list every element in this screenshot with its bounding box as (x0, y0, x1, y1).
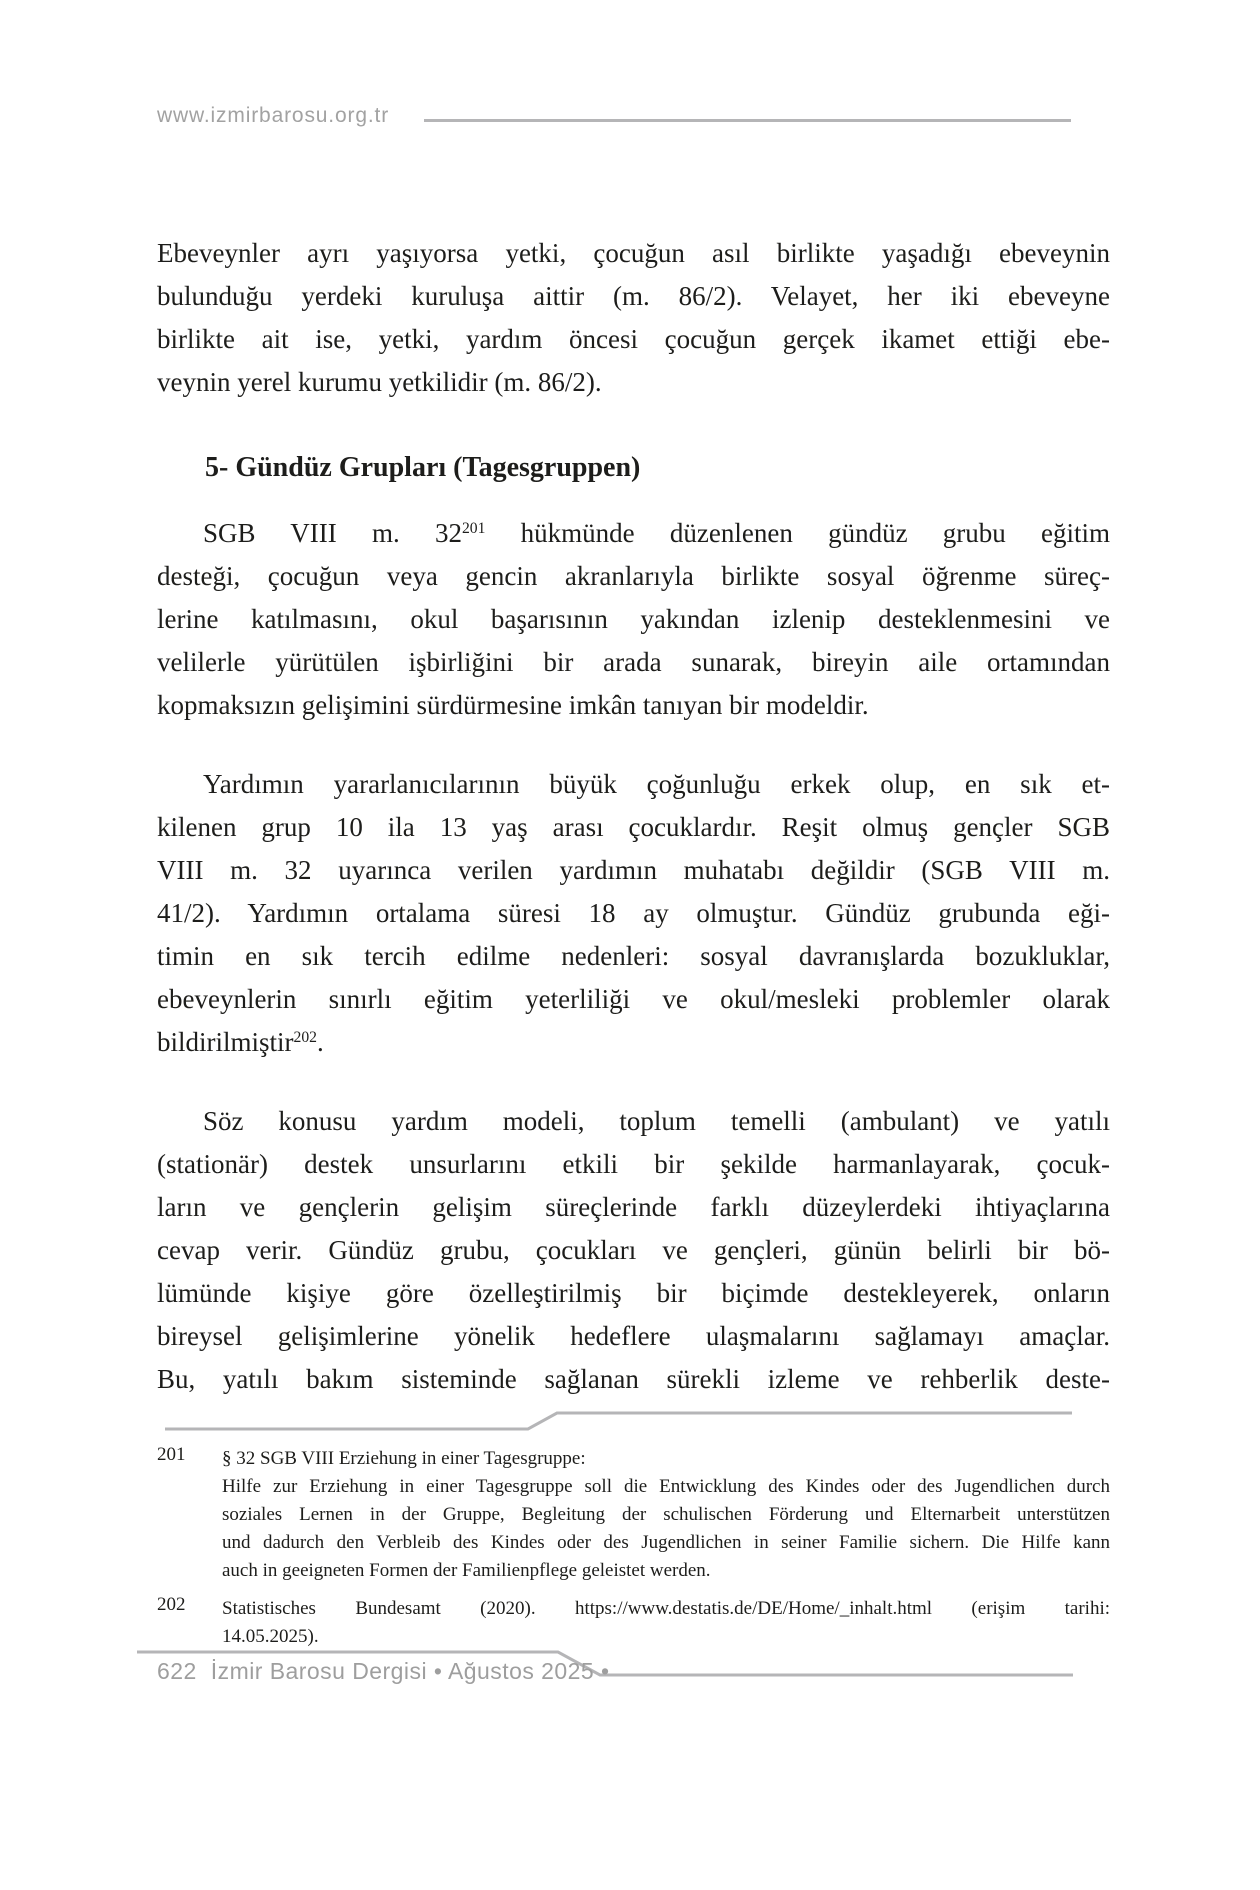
body-line: velilerle yürütülen işbirliğini bir arada sunarak, bireyin aile ortamından (157, 647, 1110, 677)
body-line: veynin yerel kurumu yetkilidir (m. 86/2). (157, 367, 602, 397)
body-line: ların ve gençlerin gelişim süreçlerinde farklı düzeylerdeki ihtiyaçlarına (157, 1192, 1110, 1222)
page-number: 622 (157, 1658, 197, 1684)
footnote-text (222, 1595, 1110, 1651)
footnote-number: 202 (157, 1594, 186, 1615)
footnote-line: auch in geeigneten Formen der Familienpflege geleistet werden. (222, 1560, 711, 1581)
body-line: cevap verir. Gündüz grubu, çocukları ve gençleri, günün belirli bir bö- (157, 1235, 1110, 1265)
footnote-line: Statistisches Bundesamt (2020). https://www.destatis.de/DE/Home/_inhalt.html (erişim tarihi: (222, 1598, 1110, 1619)
body-line: birlikte ait ise, yetki, yardım öncesi çocuğun gerçek ikamet ettiği ebe- (157, 324, 1110, 354)
body-line: Bu, yatılı bakım sisteminde sağlanan sürekli izleme ve rehberlik deste- (157, 1364, 1110, 1394)
section-heading: 5- Gündüz Grupları (Tagesgruppen) (205, 452, 641, 483)
body-line: SGB VIII m. $32^{201}$ hükmünde düzenlenen gündüz grubu eğitim (203, 518, 1111, 548)
footnote-ref: 201 (461, 520, 486, 538)
body-line: kilenen grup 10 ila 13 yaş arası çocuklardır. Reşit olmuş gençler SGB (157, 812, 1110, 842)
body-line: Söz konusu yardım modeli, toplum temelli (ambulant) ve yatılı (203, 1106, 1110, 1136)
header-site-url: www.izmirbarosu.org.tr (157, 104, 390, 127)
body-line: Ebeveynler ayrı yaşıyorsa yetki, çocuğun asıl birlikte yaşadığı ebeveynin (157, 238, 1110, 268)
footnote (157, 1445, 1110, 1585)
footnote-line: und dadurch den Verbleib des Kindes oder des Jugendlichen in seiner Familie sichern. Die Hilfe kann (222, 1532, 1110, 1553)
body-line: lerine katılmasını, okul başarısının yakından izlenip desteklenmesini ve (157, 604, 1110, 634)
body-line: ebeveynlerin sınırlı eğitim yeterliliği ve okul/mesleki problemler olarak (157, 984, 1110, 1014)
paragraph (157, 1100, 1110, 1401)
body-line: kopmaksızın gelişimini sürdürmesine imkân tanıyan bir modeldir. (157, 690, 869, 720)
body-line: timin en sık tercih edilme nedenleri: sosyal davranışlarda bozukluklar, (157, 941, 1110, 971)
footnote-divider-line (165, 1413, 1072, 1429)
page-header (157, 104, 1110, 130)
footnote-number: 201 (157, 1444, 186, 1465)
footnote-line: soziales Lernen in der Gruppe, Begleitung der schulischen Förderung und Elternarbeit unterstützen (222, 1504, 1110, 1525)
body-line: bildirilmiştir$^{202}$. (157, 1027, 324, 1057)
header-rule (424, 119, 1071, 122)
footnote-ref: 202 (293, 1029, 317, 1047)
footnote-line: § 32 SGB VIII Erziehung in einer Tagesgruppe: (222, 1448, 586, 1469)
paragraph (157, 512, 1110, 727)
footnote-line: 14.05.2025). (222, 1626, 319, 1647)
body-line: desteği, çocuğun veya gencin akranlarıyla birlikte sosyal öğrenme süreç- (157, 561, 1110, 591)
footnote-line: Hilfe zur Erziehung in einer Tagesgruppe soll die Entwicklung des Kindes oder des Jugendlichen durch (222, 1476, 1110, 1497)
body-line: (stationär) destek unsurlarını etkili bir şekilde harmanlayarak, çocuk- (157, 1149, 1110, 1179)
body-line: VIII m. 32 uyarınca verilen yardımın muhatabı değildir (SGB VIII m. (157, 855, 1110, 885)
page-footer (157, 1658, 1110, 1685)
paragraph (157, 232, 1110, 404)
paragraph (157, 763, 1110, 1064)
article-body (157, 232, 1110, 1401)
body-line: bulunduğu yerdeki kuruluşa aittir (m. 86/2). Velayet, her iki ebeveyne (157, 281, 1110, 311)
body-line: lümünde kişiye göre özelleştirilmiş bir biçimde destekleyerek, onların (157, 1278, 1110, 1308)
footnote (157, 1595, 1110, 1651)
footnotes (157, 1445, 1110, 1651)
body-line: Yardımın yararlanıcılarının büyük çoğunluğu erkek olup, en sık et- (203, 769, 1110, 799)
body-line: 41/2). Yardımın ortalama süresi 18 ay olmuştur. Gündüz grubunda eği- (157, 898, 1110, 928)
body-line: bireysel gelişimlerine yönelik hedeflere ulaşmalarını sağlamayı amaçlar. (157, 1321, 1110, 1351)
footer-journal-line: İzmir Barosu Dergisi • Ağustos 2025 • (210, 1658, 610, 1684)
footnote-text (222, 1445, 1110, 1585)
